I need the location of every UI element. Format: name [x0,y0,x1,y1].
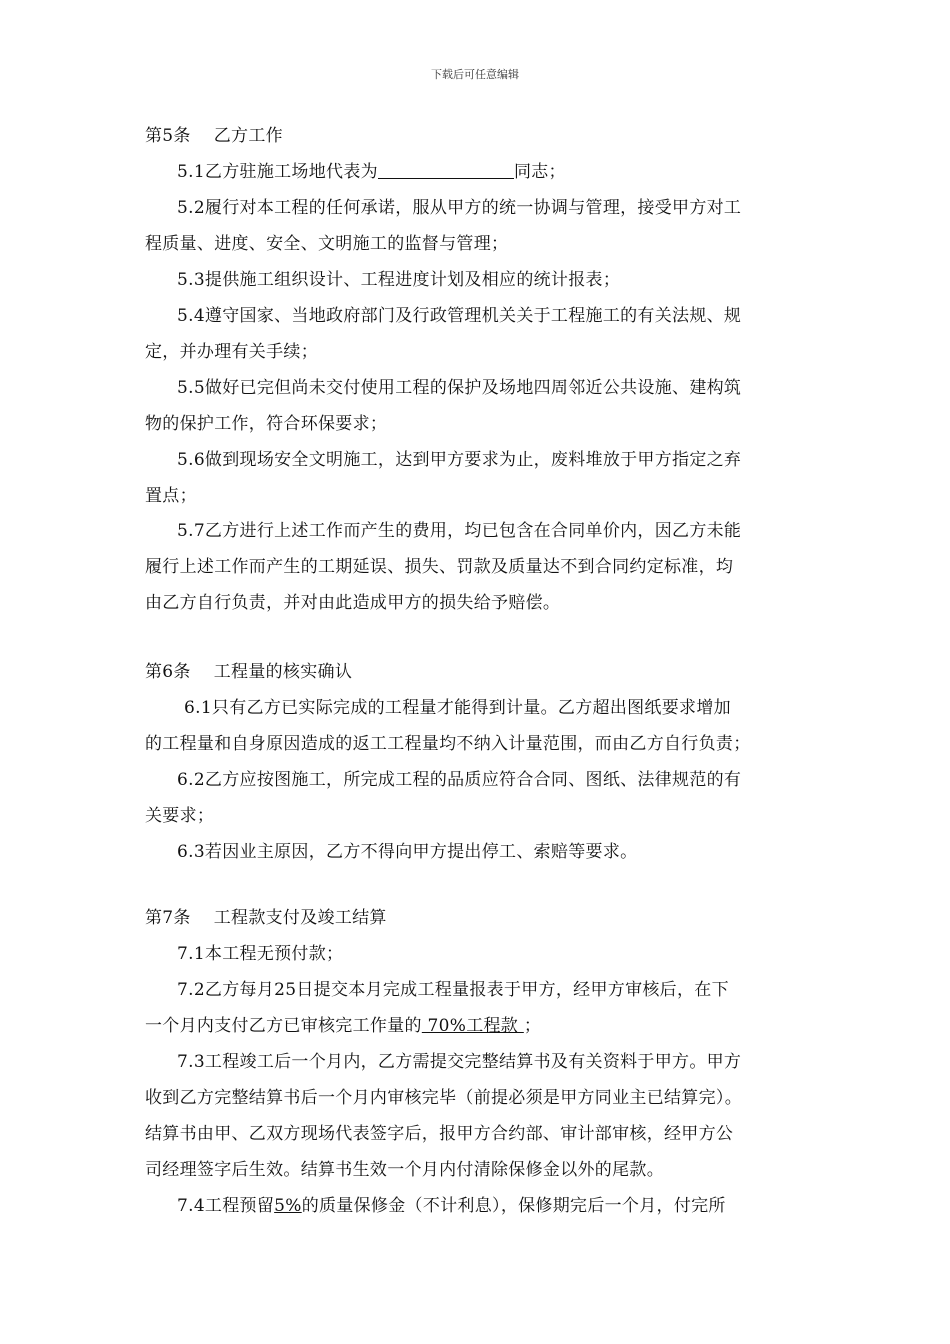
clause-6-2-line1: 6.2乙方应按图施工，所完成工程的品质应符合合同、图纸、法律规范的有 [177,770,742,790]
clause-5-6-line2: 置点； [145,486,197,506]
clause-5-6-line1: 5.6做到现场安全文明施工，达到甲方要求为止，废料堆放于甲方指定之弃 [177,450,742,470]
clause-5-2-line1: 5.2履行对本工程的任何承诺，服从甲方的统一协调与管理，接受甲方对工 [177,198,742,218]
clause-5-7-line3: 由乙方自行负责，并对由此造成甲方的损失给予赔偿。 [145,593,561,613]
representative-blank [378,160,514,179]
clause-5-5-line1: 5.5做好已完但尚未交付使用工程的保护及场地四周邻近公共设施、建构筑 [177,378,742,398]
clause-5-3: 5.3提供施工组织设计、工程进度计划及相应的统计报表； [177,270,621,290]
clause-6-3: 6.3若因业主原因，乙方不得向甲方提出停工、索赔等要求。 [177,842,638,862]
payment-percentage: 70%工程款 [421,1016,524,1036]
clause-6-2-line2: 关要求； [145,806,215,826]
article-7-title: 第7条 工程款支付及竣工结算 [145,908,387,928]
clause-7-2-line2 [145,1014,541,1038]
clause-5-4-line2: 定，并办理有关手续； [145,342,318,362]
clause-5-1-end: 同志； [513,162,566,182]
article-5-title: 第5条 乙方工作 [145,126,283,146]
clause-7-3-line1: 7.3工程竣工后一个月内，乙方需提交完整结算书及有关资料于甲方。甲方 [177,1052,742,1072]
clause-5-1 [177,160,566,184]
clause-7-2-text: 一个月内支付乙方已审核完工作量的 [145,1016,422,1036]
clause-5-5-line2: 物的保护工作，符合环保要求； [145,414,388,434]
clause-5-7-line2: 履行上述工作而产生的工期延误、损失、罚款及质量达不到合同约定标准，均 [145,557,734,577]
clause-7-4-cont: 的质量保修金（不计利息），保修期完后一个月，付完所 [301,1196,726,1216]
page-header: 下载后可任意编辑 [431,68,519,81]
clause-7-3-line3: 结算书由甲、乙双方现场代表签字后，报甲方合约部、审计部审核，经甲方公 [145,1124,734,1144]
clause-6-1-line2: 的工程量和自身原因造成的返工工程量均不纳入计量范围，而由乙方自行负责； [145,734,751,754]
clause-7-3-line4: 司经理签字后生效。结算书生效一个月内付清除保修金以外的尾款。 [145,1160,664,1180]
clause-5-7-line1: 5.7乙方进行上述工作而产生的费用，均已包含在合同单价内，因乙方未能 [177,521,742,541]
clause-5-1-text: 5.1乙方驻施工场地代表为 [177,162,378,182]
clause-7-4-text: 7.4工程预留 [177,1196,275,1216]
warranty-percentage: 5% [274,1196,302,1216]
clause-7-3-line2: 收到乙方完整结算书后一个月内审核完毕（前提必须是甲方同业主已结算完）。 [145,1088,742,1108]
clause-6-1-line1: 6.1只有乙方已实际完成的工程量才能得到计量。乙方超出图纸要求增加 [184,698,731,718]
clause-7-2-line1: 7.2乙方每月25日提交本月完成工程量报表于甲方，经甲方审核后，在下 [177,980,729,1000]
clause-5-4-line1: 5.4遵守国家、当地政府部门及行政管理机关关于工程施工的有关法规、规 [177,306,742,326]
article-6-title: 第6条 工程量的核实确认 [145,662,353,682]
clause-7-4-line1 [177,1194,726,1218]
clause-7-1: 7.1本工程无预付款； [177,944,344,964]
clause-5-2-line2: 程质量、进度、安全、文明施工的监督与管理； [145,234,509,254]
clause-7-2-end: ； [523,1016,542,1036]
